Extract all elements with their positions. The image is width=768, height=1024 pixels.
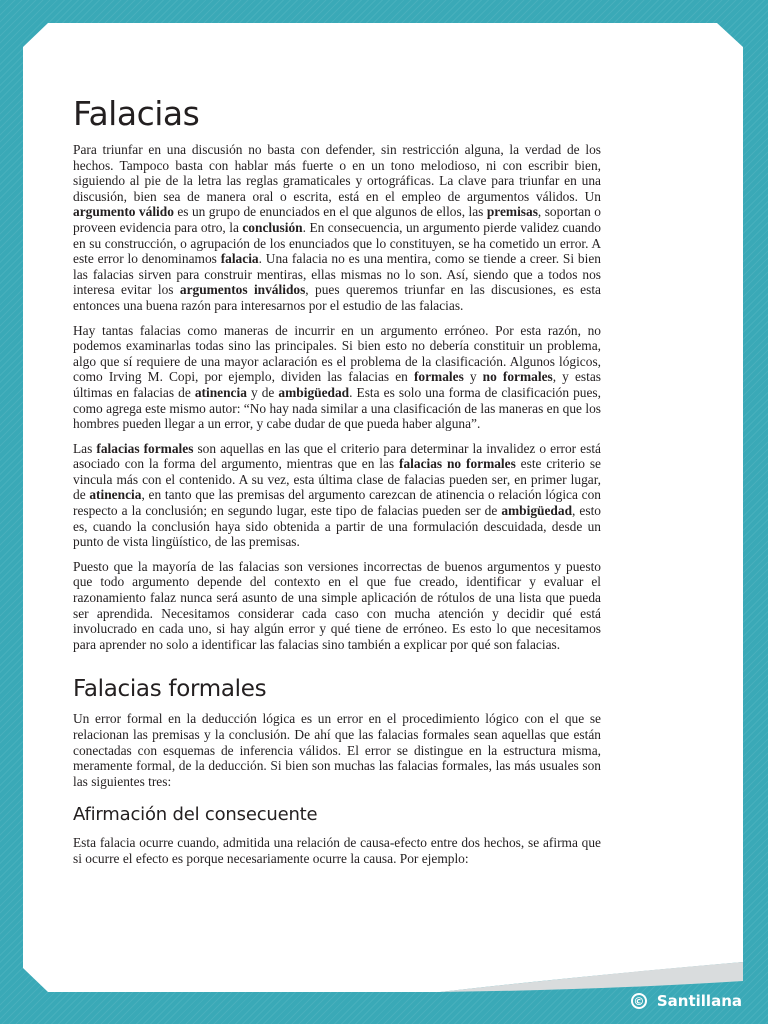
text-span: . En consecuencia, un argumento pierde validez cuando en su construcción, o agrupación de los enunciados que lo constituyen, se ha cometido un error. A este error lo denominamos [73, 219, 601, 267]
paragraph-consequent: Esta falacia ocurre cuando, admitida una relación de causa-efecto entre dos hechos, se afirma que si ocurre el efecto es porque necesariamente ocurre la causa. Por ejemplo: [73, 835, 601, 866]
term-atinencia: atinencia [89, 487, 142, 503]
term-falacias-no-formales: falacias no formales [399, 456, 516, 472]
term-argumento-valido: argumento válido [73, 204, 174, 220]
text-span: Las [73, 440, 97, 456]
paragraph-formal-errors: Un error formal en la deducción lógica es un error en el procedimiento lógico con el que se relacionan las premisas y la conclusión. De ahí que las falacias formales sean aquellas que están conectadas con esquemas de inferencia válidos. El error se distingue en la estructura misma, meramente formal, de la deducción. Si bien son muchas las falacias formales, las más usuales son las siguientes tres: [73, 711, 601, 789]
text-span: y de [246, 384, 279, 400]
term-no-formales: no formales [482, 369, 553, 385]
term-ambiguedad: ambigüedad [278, 384, 350, 400]
text-span: . Esta es solo una forma de clasificación pues, como agrega este mismo autor: “No hay nada similar a una clasificación de las maneras en que los hombres pueden llegar a un error, y cabe dudar de que pueda haber alguna”. [73, 384, 601, 432]
paragraph-intro [73, 142, 601, 314]
text-span: son aquellas en las que el criterio para determinar la invalidez o error está asociado con la forma del argumento, mientras que en las [73, 440, 602, 472]
term-ambiguedad: ambigüedad [501, 503, 573, 519]
subsection-heading: Afirmación del consecuente [73, 804, 318, 826]
term-falacia: falacia [220, 251, 259, 267]
copyright-icon: © [631, 993, 647, 1009]
text-span: y [463, 369, 483, 385]
text-span: , soportan o proveen evidencia para otro, la [73, 204, 601, 235]
text-span: este criterio se vincula más con el contenido. A su vez, esta última clase de falacias pueden ser, en primer lugar, de [73, 456, 601, 503]
term-premisas: premisas [486, 204, 538, 220]
text-span: , esto es, cuando la conclusión haya sido obtenida a partir de una formulación descuidada, desde un punto de vista lingüístico, de las premisas. [73, 503, 601, 550]
paragraph-evaluation: Puesto que la mayoría de las falacias son versiones incorrectas de buenos argumentos y puesto que todo argumento depende del contexto en el que fue creado, identificar y evaluar el razonamiento falaz nunca será asunto de una simple aplicación de rótulos de una lista que pueda ser aprendida. Necesitamos considerar cada caso con mucha atención y decidir qué está involucrado en cada uno, si hay algún error y qué tiene de erróneo. Es esto lo que necesitamos para aprender no solo a identificar las falacias sino también a explicar por qué son falacias. [73, 558, 601, 652]
paragraph-formal-vs-informal [73, 441, 601, 550]
term-formales: formales [413, 369, 464, 385]
section-heading: Falacias formales [73, 676, 267, 703]
text-span: Para triunfar en una discusión no basta con defender, sin restricción alguna, la verdad de los hechos. Tampoco basta con hablar más fuerte o en un tono melodioso, ni con escribir bien, siguiendo al pie de la letra las reglas gramaticales y ortográficas. La clave para triunfar en una discusión, bien sea de manera oral o escrita, está en el empleo de argumentos válidos. Un [73, 142, 601, 204]
term-falacias-formales: falacias formales [96, 440, 194, 456]
text-span: . Una falacia no es una mentira, como se tiende a creer. Si bien las falacias sirven para construir mentiras, ellas mismas no lo son. Así, siendo que a todos nos interesa evitar los [73, 251, 601, 298]
publisher-logo [631, 992, 742, 1010]
document-body [73, 94, 601, 876]
text-span: , pues queremos triunfar en las discusiones, es esta entonces una buena razón para interesarnos por el estudio de las falacias. [73, 282, 601, 313]
publisher-name: Santillana [656, 992, 742, 1010]
text-span: , y estas últimas en falacias de [73, 369, 601, 400]
term-conclusion: conclusión [242, 219, 303, 235]
text-span: , en tanto que las premisas del argumento carezcan de atinencia o relación lógica con respecto a la conclusión; en segundo lugar, este tipo de falacias pueden ser de [73, 487, 601, 519]
text-span: es un grupo de enunciados en el que algunos de ellos, las [173, 204, 487, 220]
page-title: Falacias [73, 94, 200, 133]
term-atinencia: atinencia [194, 384, 247, 400]
paragraph-classification [73, 323, 601, 432]
term-argumentos-invalidos: argumentos inválidos [179, 282, 306, 298]
text-span: Hay tantas falacias como maneras de incurrir en un argumento erróneo. Por esta razón, no podemos examinarlas todas sino las principales. Si bien esto no debería constituir un problema, algo que sí requiere de una mayor aclaración es el problema de la clasificación. Algunos lógicos, como Irving M. Copi, por ejemplo, dividen las falacias en [73, 322, 601, 385]
